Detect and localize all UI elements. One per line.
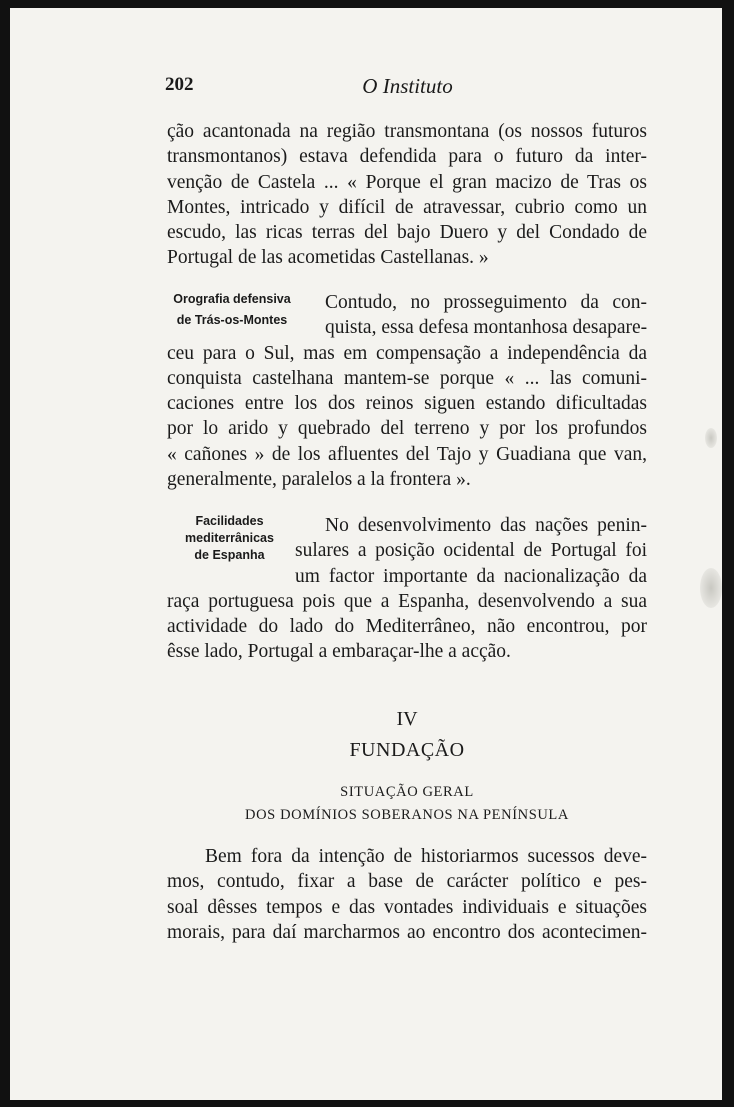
text-line: soal dêsses tempos e das vontades individuais e situações <box>167 896 647 918</box>
text-line: mos, contudo, fixar a base de carácter político e pes- <box>167 871 647 893</box>
text-line: caciones entre los dos reinos siguen estando dificultadas <box>167 393 647 415</box>
section-title-line-2: DOS DOMÍNIOS SOBERANOS NA PENÍNSULA <box>245 807 569 823</box>
text-line: Contudo, no prosseguimento da con- <box>325 292 647 313</box>
scanned-page <box>10 8 722 1100</box>
margin-note-line: de Espanha <box>194 548 265 562</box>
paper-smudge <box>705 428 717 448</box>
chapter-title: FUNDAÇÃO <box>349 739 465 761</box>
paragraph-4 <box>167 844 647 945</box>
text-line: ceu para o Sul, mas em compensação a independência da <box>167 342 647 364</box>
paragraph-1 <box>167 119 647 271</box>
text-line: Montes, intricado y difícil de atravessar, cubrio como un <box>167 196 647 218</box>
section-title-line-1: SITUAÇÃO GERAL <box>340 784 474 800</box>
text-line: actividade do lado do Mediterrâneo, não encontrou, por <box>167 616 647 638</box>
text-line: conquista castelhana mantem-se porque « ... las comuni- <box>167 367 647 389</box>
chapter-numeral: IV <box>396 708 418 730</box>
text-line: « cañones » de los afluentes del Tajo y Guadiana que van, <box>167 443 647 465</box>
text-line: generalmente, paralelos a la frontera ». <box>167 469 471 491</box>
paper-smudge <box>700 568 722 608</box>
text-line: raça portuguesa pois que a Espanha, desenvolvendo a sua <box>167 590 647 612</box>
running-title: O Instituto <box>362 74 453 98</box>
text-line: sulares a posição ocidental de Portugal foi <box>295 540 647 562</box>
margin-note-line: Orografia defensiva <box>173 292 291 306</box>
margin-note-line: mediterrânicas <box>185 531 274 545</box>
paragraph-2 <box>167 290 647 492</box>
text-line: Portugal de las acometidas Castellanas. » <box>167 247 489 269</box>
text-line: êsse lado, Portugal a embaraçar-lhe a acção. <box>167 641 511 663</box>
page-header <box>165 74 650 104</box>
paragraph-3 <box>167 513 647 665</box>
text-line: escudo, las ricas terras del bajo Duero y del Condado de <box>167 222 647 244</box>
text-line: transmontanos) estava defendida para o futuro da inter- <box>167 146 647 168</box>
margin-note-line: Facilidades <box>195 514 264 528</box>
text-line: Bem fora da intenção de historiarmos sucessos deve- <box>205 846 647 867</box>
text-line: um factor importante da nacionalização da <box>295 565 647 587</box>
text-line: quista, essa defesa montanhosa desapare- <box>325 317 648 339</box>
text-line: No desenvolvimento das nações penin- <box>325 515 647 536</box>
text-line: ção acantonada na região transmontana (os nossos futuros <box>167 121 647 142</box>
page-number: 202 <box>165 74 194 95</box>
margin-note-line: de Trás-os-Montes <box>176 313 288 327</box>
text-line: venção de Castela ... « Porque el gran macizo de Tras os <box>167 171 647 193</box>
text-line: morais, para daí marcharmos ao encontro dos acontecimen- <box>167 921 647 943</box>
text-line: por lo arido y quebrado del terreno y por los profundos <box>167 418 647 440</box>
